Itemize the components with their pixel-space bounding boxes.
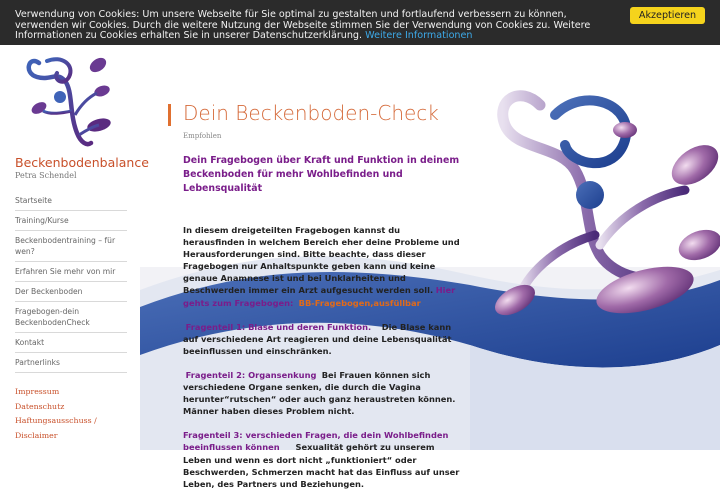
cookie-notice: [15, 10, 615, 42]
part1-text: Die Blase kann auf verschiedene Art reagieren und deine Lebensqualität beeinflussen und einschränken.: [183, 321, 452, 356]
article-body: [183, 154, 461, 490]
page-title: Dein Beckenboden-Check: [183, 101, 439, 125]
part2-text: Bei Frauen können sich verschiedene Organe senken, die durch die Vagina herunter“rutschen“ oder auch ganz heraustreten können. Männer haben dieses Problem nicht.: [183, 369, 456, 417]
nav-item-fragebogen[interactable]: Fragebogen-dein BeckenbodenCheck: [15, 302, 127, 333]
part3-paragraph: [183, 429, 461, 489]
cookie-text: Verwendung von Cookies: Um unsere Webseite für Sie optimal zu gestalten und fortlaufend verbessern zu können, verwenden wir Cookies. Durch die weitere Nutzung der Webseite stimmen Sie der Verwendung von Cookies zu. Weitere Informationen zu Cookies erhalten Sie in unserer Datenschutzerklärung.: [15, 9, 591, 41]
questionnaire-link[interactable]: Hier gehts zum Fragebogen:: [183, 285, 456, 308]
title-accent: [168, 104, 171, 126]
intro-paragraph: [183, 224, 461, 309]
datenschutz-link[interactable]: Datenschutz: [15, 401, 65, 411]
nav-item-beckenboden[interactable]: Der Beckenboden: [15, 282, 127, 302]
disclaimer-link[interactable]: Haftungsausschuss / Disclaimer: [15, 416, 97, 440]
logo-icon[interactable]: [27, 53, 117, 148]
nav-item-startseite[interactable]: Startseite: [15, 192, 127, 211]
part3-text: Sexualität gehört zu unserem Leben und wenn es dort nicht „funktioniert“ oder Beschwerden, Schmerzen macht hat das Einfluss auf unser Leben, des Partners und Beziehungen.: [183, 442, 460, 489]
cookie-accept-button[interactable]: Akzeptieren: [630, 7, 705, 24]
intro-text: In diesem dreigeteilten Fragebogen kannst du herausfinden in welchem Bereich eher deine Probleme und Herausforderungen sind. Bitte beachte, dass dieser Fragebogen nur Anhaltspunkte geben kann und keine genaue Anamnese ist und bei Unklarheiten und Beschwerden immer ein Arzt aufgesucht werden soll.: [183, 225, 460, 296]
cookie-banner: [0, 0, 720, 45]
impressum-link[interactable]: Impressum: [15, 387, 60, 396]
part2-paragraph: [183, 369, 461, 417]
nav-item-fuer-wen[interactable]: Beckenbodentraining – für wen?: [15, 231, 127, 262]
nav-item-ueber-mich[interactable]: Erfahren Sie mehr von mir: [15, 262, 127, 282]
site-brand[interactable]: Beckenbodenbalance: [15, 155, 149, 170]
nav-item-partnerlinks[interactable]: Partnerlinks: [15, 353, 127, 373]
part1-heading: Fragenteil 1: Blase und deren Funktion.: [185, 321, 372, 332]
download-link[interactable]: BB-Fragebogen,ausfüllbar: [298, 297, 421, 308]
page: [0, 45, 720, 489]
part1-paragraph: [183, 321, 461, 357]
site-owner: Petra Schendel: [15, 171, 77, 180]
lead-text: Dein Fragebogen über Kraft und Funktion in deinem Beckenboden für mehr Wohlbefinden und Lebensqualität: [183, 155, 460, 194]
nav-item-kontakt[interactable]: Kontakt: [15, 333, 127, 353]
main-nav: [15, 192, 127, 373]
part3-heading: Fragenteil 3: verschieden Fragen, die dein Wohlbefinden beeinflussen können: [183, 430, 449, 453]
page-subtitle: Empfohlen: [183, 132, 222, 140]
footer-links: [15, 385, 130, 443]
cookie-more-link[interactable]: Weitere Informationen: [365, 30, 473, 41]
part2-heading: Fragenteil 2: Organsenkung: [185, 369, 317, 380]
nav-item-training-kurse[interactable]: Training/Kurse: [15, 211, 127, 231]
